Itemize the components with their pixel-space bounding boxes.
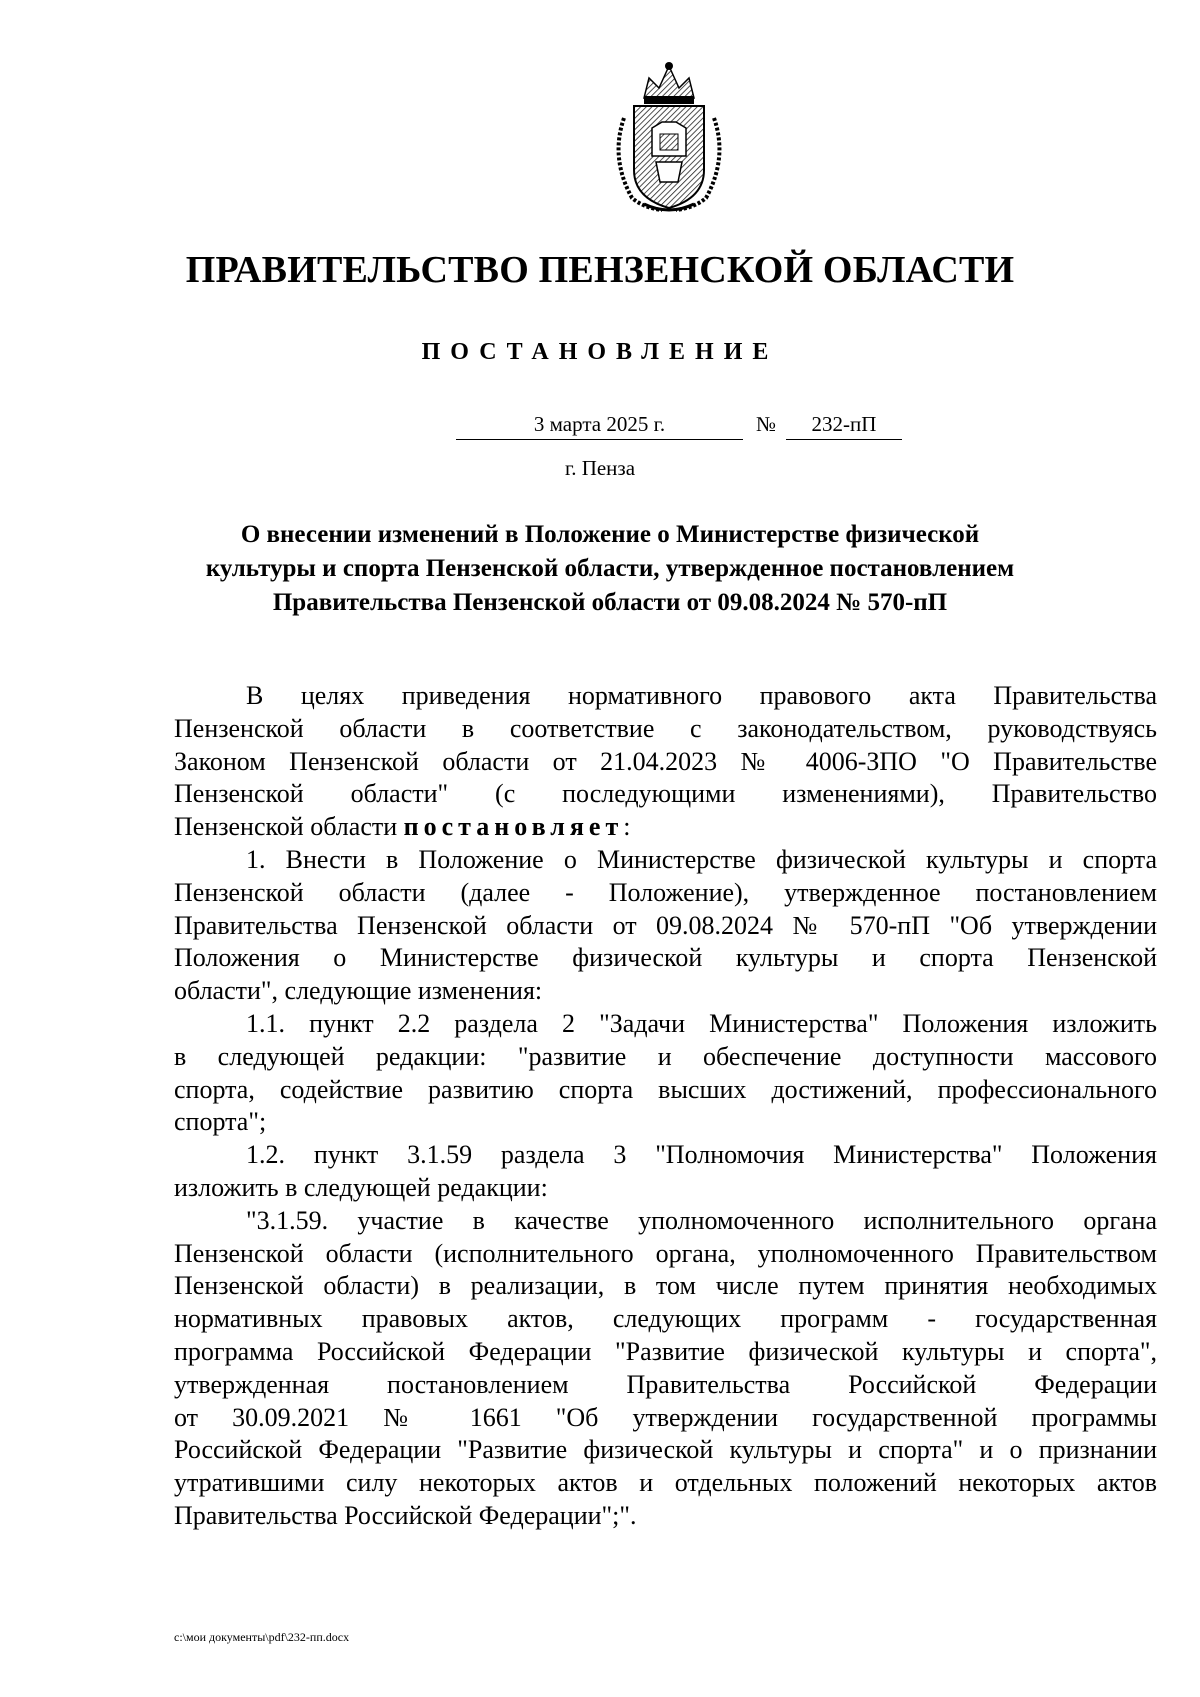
- body-line: Пензенской области) в реализации, в том числе путем принятия необходимых: [174, 1271, 1157, 1301]
- body-line: 1.2. пункт 3.1.59 раздела 3 "Полномочия Министерства" Положения: [246, 1140, 1157, 1170]
- body-line: Пензенской области" (с последующими изменениями), Правительство: [174, 779, 1157, 809]
- organization-title: ПРАВИТЕЛЬСТВО ПЕНЗЕНСКОЙ ОБЛАСТИ: [185, 249, 1015, 291]
- document-date: 3 марта 2025 г.: [456, 410, 743, 440]
- body-line: программа Российской Федерации "Развитие физической культуры и спорта",: [174, 1336, 1157, 1366]
- body-line: Законом Пензенской области от 21.04.2023 № 4006-ЗПО "О Правительстве: [174, 746, 1157, 776]
- body-line: Пензенской области в соответствие с законодательством, руководствуясь: [174, 713, 1157, 743]
- file-path-footer: c:\мои документы\pdf\232-пп.docx: [174, 1630, 350, 1644]
- body-line: Российской Федерации "Развитие физической культуры и спорта" и о признании: [174, 1435, 1157, 1465]
- body-line: 1. Внести в Положение о Министерстве физической культуры и спорта: [246, 844, 1157, 874]
- body-line: 1.1. пункт 2.2 раздела 2 "Задачи Министерства" Положения изложить: [246, 1008, 1157, 1038]
- body-line: от 30.09.2021 № 1661 "Об утверждении государственной программы: [174, 1402, 1157, 1432]
- number-sign: №: [755, 412, 777, 436]
- date-number-line: [456, 410, 902, 442]
- body-line: Положения о Министерстве физической культуры и спорта Пензенской: [174, 943, 1157, 973]
- coat-of-arms-emblem: [604, 58, 734, 216]
- body-line: В целях приведения нормативного правового акта Правительства: [246, 681, 1157, 710]
- body-line: Правительства Российской Федерации";".: [174, 1500, 637, 1530]
- body-line: в следующей редакции: "развитие и обеспечение доступности массового: [174, 1041, 1157, 1071]
- body-line: утратившими силу некоторых актов и отдельных положений некоторых актов: [174, 1468, 1157, 1498]
- document-number: 232-пП: [786, 410, 902, 440]
- body-line: Пензенской области (исполнительного органа, уполномоченного Правительством: [174, 1238, 1157, 1268]
- body-line: Пензенской области (далее - Положение), утвержденное постановлением: [174, 877, 1157, 907]
- document-body: [174, 680, 1157, 1533]
- subject-line: культуры и спорта Пензенской области, утвержденное постановлением: [205, 555, 1015, 582]
- document-type: ПОСТАНОВЛЕНИЕ: [421, 339, 779, 365]
- body-line: спорта";: [174, 1107, 267, 1137]
- body-line: области", следующие изменения:: [174, 976, 543, 1006]
- subject-line: Правительства Пензенской области от 09.08.2024 № 570-пП: [272, 589, 948, 616]
- body-line: нормативных правовых актов, следующих программ - государственная: [174, 1304, 1157, 1334]
- body-line: утвержденная постановлением Правительства Российской Федерации: [174, 1369, 1157, 1399]
- body-line: [174, 811, 1157, 844]
- body-line: спорта, содействие развитию спорта высших достижений, профессионального: [174, 1074, 1157, 1104]
- resolve-word: постановляет: [403, 812, 624, 842]
- document-subject: [190, 518, 1030, 620]
- body-text: :: [623, 812, 631, 842]
- body-line: Правительства Пензенской области от 09.08.2024 № 570-пП "Об утверждении: [174, 910, 1157, 940]
- subject-line: О внесении изменений в Положение о Министерстве физической: [240, 521, 980, 548]
- body-line: изложить в следующей редакции:: [174, 1172, 548, 1202]
- body-line: "3.1.59. участие в качестве уполномоченного исполнительного органа: [246, 1205, 1157, 1235]
- city: г. Пенза: [564, 456, 636, 480]
- body-text: Пензенской области: [174, 812, 404, 842]
